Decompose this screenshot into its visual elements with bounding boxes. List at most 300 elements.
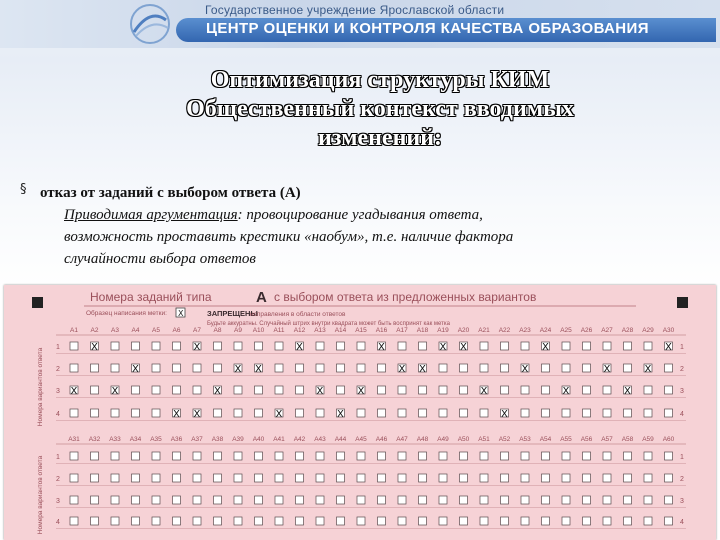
question-number: А35 — [150, 436, 162, 443]
answer-mark: X — [501, 409, 508, 420]
answer-box — [460, 517, 468, 525]
answer-box — [357, 342, 365, 350]
answer-box — [234, 386, 242, 394]
answer-box — [193, 496, 201, 504]
answer-mark: X — [521, 364, 529, 375]
question-number: А57 — [601, 436, 613, 443]
answer-mark: X — [624, 386, 631, 397]
answer-box — [296, 496, 304, 504]
answer-box — [398, 517, 406, 525]
row-number: 1 — [680, 344, 684, 351]
answer-box — [378, 517, 386, 525]
answer-box — [234, 409, 242, 417]
answer-box — [439, 517, 447, 525]
row-number: 2 — [680, 366, 684, 373]
question-number: А45 — [355, 436, 367, 443]
answer-box — [460, 474, 468, 482]
answer-box — [583, 474, 591, 482]
question-number: А18 — [416, 327, 429, 334]
answer-box — [521, 474, 529, 482]
answer-box — [193, 474, 201, 482]
corner-marker — [32, 297, 43, 308]
answer-box — [501, 474, 509, 482]
answer-box — [624, 409, 632, 417]
question-number: А42 — [293, 436, 306, 443]
answer-mark: X — [214, 386, 221, 397]
answer-box — [644, 474, 652, 482]
answer-box — [214, 496, 222, 504]
answer-box — [521, 409, 529, 417]
answer-box — [214, 452, 222, 460]
answer-box — [275, 517, 283, 525]
answer-mark: X — [193, 342, 201, 353]
answer-box — [603, 342, 611, 350]
answer-box — [398, 342, 406, 350]
question-number: А10 — [252, 327, 265, 334]
row-number: 2 — [56, 476, 60, 483]
question-number: А30 — [662, 327, 675, 334]
answer-box — [480, 474, 488, 482]
question-number: А11 — [273, 327, 285, 334]
answer-mark: X — [665, 342, 672, 353]
row-number: 4 — [56, 519, 60, 526]
answer-box — [521, 496, 529, 504]
answer-box — [460, 386, 468, 394]
answer-box — [562, 452, 570, 460]
answer-box — [603, 517, 611, 525]
row-number: 4 — [680, 519, 684, 526]
answer-box — [193, 364, 201, 372]
question-number: А1 — [70, 327, 78, 334]
answer-box — [624, 474, 632, 482]
title-line: Общественный контекст вводимых — [186, 96, 574, 122]
row-number: 3 — [680, 498, 684, 505]
question-number: А56 — [580, 436, 593, 443]
answer-box — [583, 452, 591, 460]
question-number: А29 — [642, 327, 654, 334]
answer-box — [337, 452, 345, 460]
answer-box — [439, 452, 447, 460]
answer-box — [152, 342, 160, 350]
question-number: А2 — [90, 327, 99, 334]
row-number: 2 — [680, 476, 684, 483]
answer-box — [214, 474, 222, 482]
center-name: ЦЕНТР ОЦЕНКИ И КОНТРОЛЯ КАЧЕСТВА ОБРАЗОВАНИЯ — [206, 20, 649, 37]
emblem-icon — [122, 2, 178, 46]
answer-box — [357, 409, 365, 417]
answer-box — [439, 386, 447, 394]
answer-mark: X — [275, 409, 283, 420]
answer-box — [132, 496, 140, 504]
answer-mark: X — [316, 386, 324, 397]
sample-label: Образец написания метки: — [86, 310, 167, 317]
bullet-heading: отказ от заданий с выбором ответа (А) — [40, 185, 301, 201]
answer-box — [132, 386, 140, 394]
answer-box — [419, 409, 427, 417]
answer-box — [70, 409, 78, 417]
question-number: А22 — [498, 327, 511, 334]
question-number: А17 — [396, 327, 408, 334]
answer-mark: X — [70, 386, 78, 397]
answer-box — [542, 517, 550, 525]
question-number: А14 — [334, 327, 347, 334]
answer-mark: X — [542, 342, 549, 353]
answer-box — [419, 342, 427, 350]
answer-box — [152, 364, 160, 372]
answer-box — [562, 517, 570, 525]
answer-mark: X — [562, 386, 570, 397]
answer-box — [644, 517, 652, 525]
bullet-argument — [40, 204, 690, 270]
answer-box — [603, 496, 611, 504]
corner-marker — [677, 297, 688, 308]
answer-mark: X — [91, 342, 98, 353]
answer-box — [583, 517, 591, 525]
answer-box — [173, 452, 181, 460]
answer-box — [562, 409, 570, 417]
answer-box — [439, 409, 447, 417]
answer-box — [624, 364, 632, 372]
answer-box — [91, 496, 99, 504]
answer-box — [91, 474, 99, 482]
answer-box — [173, 364, 181, 372]
argument-line: случайности выбора ответов — [64, 251, 256, 267]
answer-box — [234, 474, 242, 482]
answer-box — [337, 517, 345, 525]
question-number: А20 — [457, 327, 470, 334]
answer-box — [644, 409, 652, 417]
row-number: 3 — [56, 388, 60, 395]
bullet-marker: § — [20, 182, 27, 197]
question-number: А34 — [129, 436, 142, 443]
answer-box — [316, 364, 324, 372]
answer-box — [214, 409, 222, 417]
row-number: 3 — [56, 498, 60, 505]
answer-box — [583, 364, 591, 372]
answer-box — [439, 474, 447, 482]
question-number: А3 — [111, 327, 119, 334]
question-number: А25 — [560, 327, 572, 334]
answer-box — [480, 409, 488, 417]
question-number: А21 — [478, 327, 490, 334]
question-number: А38 — [211, 436, 224, 443]
answer-box — [111, 496, 119, 504]
answer-box — [275, 386, 283, 394]
answer-box — [132, 409, 140, 417]
answer-box — [521, 517, 529, 525]
answer-box — [111, 452, 119, 460]
question-number: А26 — [580, 327, 593, 334]
question-number: А33 — [109, 436, 121, 443]
answer-box — [316, 474, 324, 482]
bullet-item — [20, 182, 690, 270]
answer-box — [255, 409, 263, 417]
question-number: А39 — [232, 436, 244, 443]
row-number: 3 — [680, 388, 684, 395]
answer-box — [357, 452, 365, 460]
answer-box — [378, 496, 386, 504]
answer-box — [624, 342, 632, 350]
answer-mark: X — [296, 342, 303, 353]
answer-box — [275, 474, 283, 482]
row-number: 2 — [56, 366, 60, 373]
answer-form-image — [4, 285, 716, 540]
question-number: А13 — [314, 327, 326, 334]
prohibited-title: ЗАПРЕЩЕНЫ — [207, 309, 258, 318]
answer-box — [193, 386, 201, 394]
answer-box — [70, 452, 78, 460]
question-number: А12 — [293, 327, 306, 334]
answer-box — [562, 474, 570, 482]
answer-box — [357, 517, 365, 525]
form-header-letter: А — [256, 289, 267, 306]
answer-box — [132, 452, 140, 460]
answer-box — [70, 474, 78, 482]
answer-box — [193, 452, 201, 460]
answer-box — [562, 342, 570, 350]
answer-box — [111, 364, 119, 372]
answer-box — [152, 474, 160, 482]
answer-mark: X — [603, 364, 611, 375]
answer-box — [91, 517, 99, 525]
answer-box — [173, 496, 181, 504]
answer-box — [603, 474, 611, 482]
question-number: А55 — [560, 436, 572, 443]
question-number: А16 — [375, 327, 388, 334]
answer-box — [173, 474, 181, 482]
answer-box — [152, 452, 160, 460]
form-header-text: Номера заданий типа — [90, 290, 212, 304]
question-number: А46 — [375, 436, 388, 443]
answer-box — [583, 496, 591, 504]
answer-box — [275, 452, 283, 460]
answer-box — [214, 342, 222, 350]
row-number: 1 — [56, 344, 60, 351]
argument-text: : провоцирование угадывания ответа, — [237, 207, 483, 223]
answer-box — [480, 517, 488, 525]
answer-box — [234, 342, 242, 350]
question-number: А54 — [539, 436, 552, 443]
answer-box — [398, 409, 406, 417]
header-banner — [0, 0, 720, 50]
answer-box — [542, 364, 550, 372]
answer-box — [70, 364, 78, 372]
answer-box — [214, 517, 222, 525]
answer-box — [460, 496, 468, 504]
answer-box — [234, 517, 242, 525]
answer-mark: X — [173, 409, 180, 420]
answer-box — [419, 496, 427, 504]
question-number: А60 — [662, 436, 675, 443]
side-label: Номера вариантов ответа — [37, 455, 44, 535]
answer-box — [378, 364, 386, 372]
answer-box — [542, 452, 550, 460]
answer-box — [398, 474, 406, 482]
answer-mark: X — [480, 386, 488, 397]
answer-box — [152, 496, 160, 504]
row-number: 1 — [56, 454, 60, 461]
argument-line — [64, 204, 690, 226]
answer-box — [542, 496, 550, 504]
answer-box — [665, 517, 673, 525]
answer-box — [337, 496, 345, 504]
answer-box — [542, 409, 550, 417]
answer-box — [296, 452, 304, 460]
organization-line: Государственное учреждение Ярославской области — [205, 3, 505, 17]
answer-box — [70, 517, 78, 525]
question-number: А41 — [273, 436, 285, 443]
answer-box — [398, 452, 406, 460]
answer-box — [501, 342, 509, 350]
answer-box — [398, 386, 406, 394]
answer-box — [255, 386, 263, 394]
prohibited-text: исправления в области ответов — [250, 311, 346, 318]
answer-box — [337, 474, 345, 482]
answer-box — [521, 452, 529, 460]
answer-box — [152, 517, 160, 525]
title-line: Оптимизация структуры КИМ — [210, 67, 550, 93]
question-number: А9 — [234, 327, 242, 334]
answer-box — [316, 517, 324, 525]
row-number: 1 — [680, 454, 684, 461]
answer-box — [665, 496, 673, 504]
row-number: 4 — [680, 411, 684, 418]
slide-title — [120, 66, 640, 153]
side-label: Номера вариантов ответа — [37, 347, 44, 427]
answer-box — [644, 342, 652, 350]
answer-box — [521, 386, 529, 394]
answer-box — [665, 364, 673, 372]
question-number: А59 — [642, 436, 654, 443]
answer-box — [624, 452, 632, 460]
answer-box — [316, 342, 324, 350]
answer-box — [296, 364, 304, 372]
answer-box — [111, 517, 119, 525]
form-header-text: с выбором ответа из предложенных вариантов — [274, 290, 537, 304]
answer-mark: X — [234, 364, 242, 375]
answer-box — [398, 496, 406, 504]
answer-box — [296, 474, 304, 482]
answer-box — [378, 409, 386, 417]
title-line: изменений: — [317, 125, 443, 151]
answer-mark: X — [337, 409, 344, 420]
question-number: А36 — [170, 436, 183, 443]
answer-box — [480, 342, 488, 350]
question-number: А51 — [478, 436, 490, 443]
answer-box — [583, 342, 591, 350]
answer-box — [296, 386, 304, 394]
answer-box — [501, 496, 509, 504]
answer-box — [152, 386, 160, 394]
answer-box — [357, 474, 365, 482]
answer-box — [460, 364, 468, 372]
question-number: А53 — [519, 436, 531, 443]
answer-box — [132, 474, 140, 482]
answer-box — [91, 452, 99, 460]
row-number: 4 — [56, 411, 60, 418]
question-number: А15 — [355, 327, 367, 334]
argument-label: Приводимая аргументация — [64, 207, 238, 223]
answer-box — [234, 496, 242, 504]
question-number: А31 — [68, 436, 80, 443]
answer-box — [603, 386, 611, 394]
answer-mark: X — [357, 386, 365, 397]
answer-box — [644, 452, 652, 460]
answer-box — [316, 496, 324, 504]
question-number: А58 — [621, 436, 634, 443]
answer-mark: X — [644, 364, 652, 375]
answer-box — [111, 474, 119, 482]
question-number: А48 — [416, 436, 429, 443]
question-number: А5 — [152, 327, 160, 334]
question-number: А28 — [621, 327, 634, 334]
question-number: А52 — [498, 436, 511, 443]
answer-mark: X — [255, 364, 262, 375]
answer-box — [214, 364, 222, 372]
answer-box — [644, 386, 652, 394]
question-number: А47 — [396, 436, 408, 443]
answer-box — [337, 364, 345, 372]
answer-box — [665, 409, 673, 417]
answer-mark: X — [460, 342, 467, 353]
answer-box — [173, 386, 181, 394]
answer-box — [562, 364, 570, 372]
answer-box — [316, 409, 324, 417]
question-number: А19 — [437, 327, 449, 334]
answer-box — [439, 364, 447, 372]
question-number: А49 — [437, 436, 449, 443]
answer-box — [542, 474, 550, 482]
question-number: А40 — [252, 436, 265, 443]
question-number: А4 — [131, 327, 140, 334]
answer-box — [603, 452, 611, 460]
answer-box — [255, 452, 263, 460]
answer-box — [419, 517, 427, 525]
answer-box — [501, 364, 509, 372]
answer-box — [316, 452, 324, 460]
answer-box — [378, 386, 386, 394]
question-number: А43 — [314, 436, 326, 443]
question-number: А37 — [191, 436, 203, 443]
answer-box — [480, 496, 488, 504]
answer-box — [275, 342, 283, 350]
answer-box — [562, 496, 570, 504]
sample-mark: X — [178, 309, 184, 318]
answer-mark: X — [439, 342, 447, 353]
answer-box — [419, 452, 427, 460]
question-number: А32 — [88, 436, 101, 443]
answer-box — [460, 409, 468, 417]
answer-box — [91, 386, 99, 394]
answer-box — [501, 386, 509, 394]
answer-box — [275, 364, 283, 372]
answer-box — [583, 386, 591, 394]
answer-box — [521, 342, 529, 350]
answer-box — [665, 386, 673, 394]
answer-box — [378, 474, 386, 482]
answer-box — [132, 342, 140, 350]
argument-line: возможность проставить крестики «наобум», т.е. наличие фактора — [64, 229, 514, 245]
answer-box — [255, 517, 263, 525]
answer-box — [665, 452, 673, 460]
answer-box — [439, 496, 447, 504]
answer-box — [193, 517, 201, 525]
answer-box — [275, 496, 283, 504]
notice-text: Будьте аккуратны. Случайный штрих внутри квадрата может быть воспринят как метка — [207, 321, 451, 327]
question-number: А24 — [539, 327, 552, 334]
answer-box — [255, 474, 263, 482]
question-number: А6 — [172, 327, 181, 334]
